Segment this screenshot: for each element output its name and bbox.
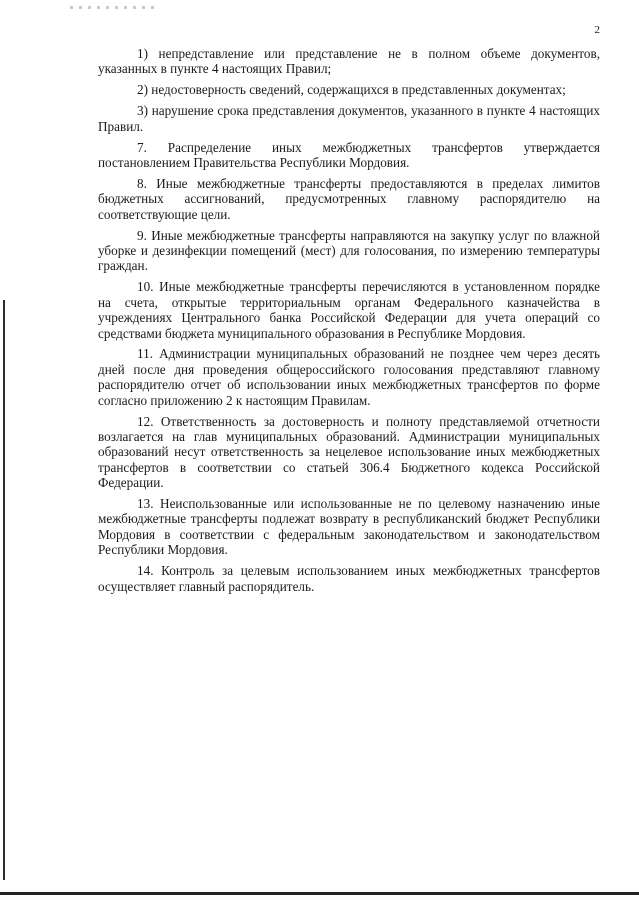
paragraph-clause-8: 8. Иные межбюджетные трансферты предоставляются в пределах лимитов бюджетных ассигнований, предусмотренных главному распорядителю на соответствующие цели. — [98, 175, 600, 222]
paragraph-clause-14: 14. Контроль за целевым использованием иных межбюджетных трансфертов осуществляет главный распорядитель. — [98, 563, 600, 594]
paragraph-clause-12: 12. Ответственность за достоверность и полноту представляемой отчетности возлагается на глав муниципальных образований. Администрации муниципальных образований несут ответственность за нецелевое использование иных межбюджетных трансфертов в соответствии со статьей 306.4 Бюджетного кодекса Российской Федерации. — [98, 413, 600, 491]
scan-left-border — [3, 300, 5, 880]
document-body — [98, 46, 600, 600]
paragraph-clause-11: 11. Администрации муниципальных образований не позднее чем через десять дней после дня проведения общероссийского голосования представляют главному распорядителю отчет об использовании иных межбюджетных трансфертов по форме согласно приложению 2 к настоящим Правилам. — [98, 346, 600, 408]
scan-bottom-border — [0, 892, 639, 895]
paragraph-clause-10: 10. Иные межбюджетные трансферты перечисляются в установленном порядке на счета, открытые территориальным органам Федерального казначейства в учреждениях Центрального банка Российской Федерации для учета операций со средствами бюджета муниципального образования в Республике Мордовия. — [98, 279, 600, 341]
paragraph-clause-9: 9. Иные межбюджетные трансферты направляются на закупку услуг по влажной уборке и дезинфекции помещений (мест) для голосования, по измерению температуры граждан. — [98, 227, 600, 274]
paragraph-item-3: 3) нарушение срока представления документов, указанного в пункте 4 настоящих Правил. — [98, 103, 600, 134]
paragraph-item-1: 1) непредставление или представление не в полном объеме документов, указанных в пункте 4 настоящих Правил; — [98, 46, 600, 77]
paragraph-clause-7: 7. Распределение иных межбюджетных трансфертов утверждается постановлением Правительства Республики Мордовия. — [98, 139, 600, 170]
scan-artifact — [70, 6, 160, 9]
paragraph-item-2: 2) недостоверность сведений, содержащихся в представленных документах; — [137, 82, 566, 98]
page-number: 2 — [594, 24, 600, 36]
paragraph-clause-13: 13. Неиспользованные или использованные не по целевому назначению иные межбюджетные трансферты подлежат возврату в республиканский бюджет Республики Мордовия в соответствии с федеральным законодательством и законодательством Республики Мордовия. — [98, 496, 600, 558]
